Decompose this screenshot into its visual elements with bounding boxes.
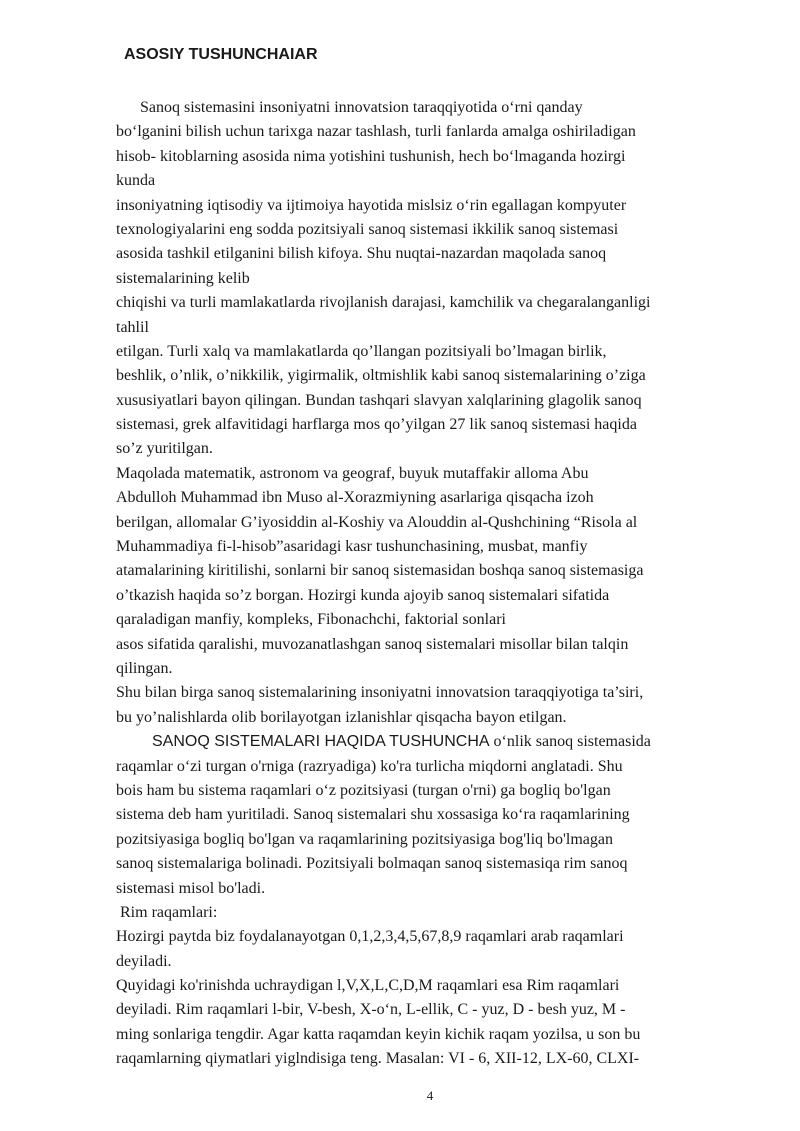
text-line: bois ham bu sistema raqamlari o‘z pozitsiyasi (turgan o'rni) ga bogliq bo'lgan [116,781,611,799]
text-line: deyiladi. [116,952,172,970]
text-line: etilgan. Turli xalq va mamlakatlarda qo’llangan pozitsiyali bo’lmagan birlik, [116,342,607,360]
text-line: chiqishi va turli mamlakatlarda rivojlanish darajasi, kamchilik va chegaralanganligi [116,294,651,312]
text-line: raqamlarning qiymatlari yiglndisiga teng. Masalan: VI - 6, XII-12, LX-60, CLXI- [116,1050,640,1068]
text-line: sistema deb ham yuritiladi. Sanoq sistemalari shu xossasiga ko‘ra raqamlarining [116,806,630,824]
text-line: kunda [116,172,156,190]
text-line: asosida tashkil etilganini bilish kifoya. Shu nuqtai-nazardan maqolada sanoq [116,245,607,263]
text-line: Shu bilan birga sanoq sistemalarining insoniyatni innovatsion taraqqiyotiga ta’siri, [116,684,644,702]
text-line: so’z yuritilgan. [116,440,213,458]
page-number: 4 [426,1088,434,1103]
text-line: qaraladigan manfiy, kompleks, Fibonachchi, faktorial sonlari [116,611,506,629]
body-text [116,96,756,1072]
text-line: sistemasi, grek alfavitidagi harflarga mos qo’yilgan 27 lik sanoq sistemasi haqida [116,416,637,434]
text-line: pozitsiyasiga bogliq bo'lgan va raqamlarining pozitsiyasiga bog'liq bo'lmagan [116,830,613,848]
text-line: o’tkazish haqida so’z borgan. Hozirgi kunda ajoyib sanoq sistemalari sifatida [116,586,610,604]
text-line: hisob- kitoblarning asosida nima yotishini tushunish, hech bo‘lmaganda hozirgi [116,147,626,165]
text-line: ming sonlariga tengdir. Agar katta raqamdan keyin kichik raqam yozilsa, u son bu [116,1025,641,1043]
text-line: Quyidagi ko'rinishda uchraydigan l,V,X,L,C,D,M raqamlari esa Rim raqamlari [116,977,620,995]
text-line: atamalarining kiritilishi, sonlarni bir sanoq sistemasidan boshqa sanoq sistemasiga [116,562,644,580]
text-line: deyiladi. Rim raqamlari l-bir, V-besh, X-o‘n, L-ellik, C - yuz, D - besh yuz, M - [116,1001,626,1019]
heading-indent [116,733,152,750]
text-line: Sanoq sistemasini insoniyatni innovatsion taraqqiyotida o‘rni qanday [116,99,583,116]
text-line: sistemalarining kelib [116,269,250,287]
section-heading: SANOQ SISTEMALARI HAQIDA TUSHUNCHA [152,733,490,751]
text-line: Maqolada matematik, astronom va geograf, buyuk mutaffakir alloma Abu [116,464,589,482]
text-line: tahlil [116,318,149,336]
text-line: sistemasi misol bo'ladi. [116,879,266,897]
text-line: raqamlar o‘zi turgan o'rniga (razryadiga) ko'ra turlicha miqdorni anglatadi. Shu [116,757,623,775]
text-line: berilgan, allomalar G’iyosiddin al-Koshiy va Alouddin al-Qushchining “Risola al [116,513,638,531]
heading-line-rest: o‘nlik sanoq sistemasida [489,733,651,751]
text-line: asos sifatida qaralishi, muvozanatlashgan sanoq sistemalari misollar bilan talqin [116,635,629,653]
text-line: beshlik, o’nlik, o’nikkilik, yigirmalik, oltmishlik kabi sanoq sistemalarining o’ziga [116,367,646,385]
text-line: Muhammadiya fi-l-hisob”asaridagi kasr tushunchasining, musbat, manfiy [116,538,588,556]
text-line: bo‘lganini bilish uchun tarixga nazar tashlash, turli fanlarda amalga oshiriladigan [116,123,636,141]
text-line: Hozirgi paytda biz foydalanayotgan 0,1,2,3,4,5,67,8,9 raqamlari arab raqamlari [116,928,624,946]
text-line: texnologiyalarini eng sodda pozitsiyali sanoq sistemasi ikkilik sanoq sistemasi [116,220,619,238]
page-title: ASOSIY TUSHUNCHAIAR [124,46,318,63]
text-line: xususiyatlari bayon qilingan. Bundan tashqari slavyan xalqlarining glagolik sanoq [116,391,642,409]
text-line: insoniyatning iqtisodiy va ijtimoiya hayotida mislsiz o‘rin egallagan kompyuter [116,196,627,214]
text-line: qilingan. [116,659,173,677]
section-heading-line [116,730,756,754]
text-line: Abdulloh Muhammad ibn Muso al-Xorazmiyning asarlariga qisqacha izoh [116,489,594,507]
text-line: Rim raqamlari: [116,903,218,921]
text-line: bu yo’nalishlarda olib borilayotgan izlanishlar qisqacha bayon etilgan. [116,708,567,726]
text-line: sanoq sistemalariga bolinadi. Pozitsiyali bolmaqan sanoq sistemasiqa rim sanoq [116,855,628,873]
